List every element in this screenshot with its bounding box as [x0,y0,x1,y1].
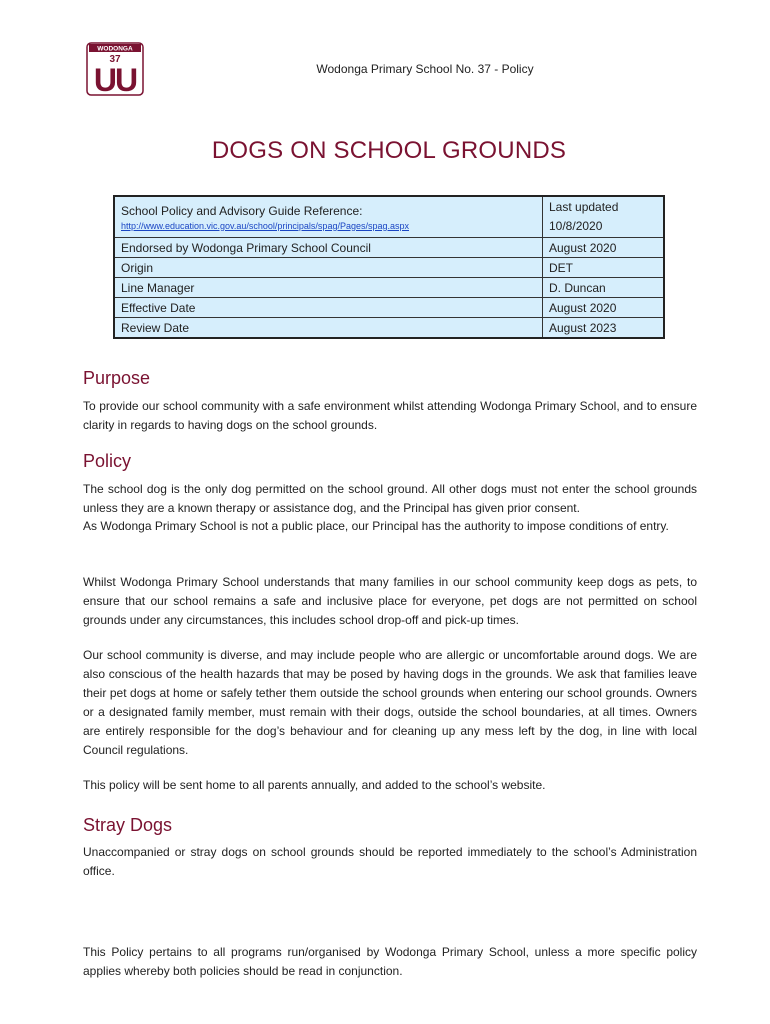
spag-link[interactable]: http://www.education.vic.gov.au/school/principals/spag/Pages/spag.aspx [121,220,409,231]
table-row [114,196,664,238]
logo-number-text: 37 [109,54,121,65]
footer-text: This Policy pertains to all programs run/organised by Wodonga Primary School, unless a more specific policy applies whereby both policies should be read in conjunction. [83,945,697,978]
stray-dogs-text: Unaccompanied or stray dogs on school grounds should be reported immediately to the school’s Administration office. [83,845,697,878]
row-label: Endorsed by Wodonga Primary School Council [114,238,543,258]
row-label: Effective Date [114,298,543,318]
row-value: August 2023 [543,318,665,339]
row-label: Line Manager [114,278,543,298]
policy-heading: Policy [83,451,132,471]
table-row [114,318,664,339]
row-label: Review Date [114,318,543,339]
policy-paragraph-1: The school dog is the only dog permitted on the school ground. All other dogs must not enter the school grounds unless they are a known therapy or assistance dog, and the Principal has given prior consent. [83,482,697,515]
last-updated-label: Last updated [549,200,619,214]
row-value: DET [543,258,665,278]
policy-paragraph-1b: As Wodonga Primary School is not a public place, our Principal has the authority to impose conditions of entry. [83,519,669,533]
policy-paragraph-4: This policy will be sent home to all parents annually, and added to the school’s website. [83,778,546,792]
logo-title-text: WODONGA [97,45,133,53]
reference-label: School Policy and Advisory Guide Reference: [121,203,363,218]
logo-letters-text: UU [93,62,137,96]
table-row [114,278,664,298]
row-label: Origin [114,258,543,278]
table-row [114,238,664,258]
policy-paragraph-2: Whilst Wodonga Primary School understands that many families in our school community keep dogs as pets, to ensure that our school remains a safe and inclusive place for everyone, pet dogs are not permitted on school grounds under any circumstances, this includes school drop-off and pick-up times. [83,575,697,627]
last-updated-value: 10/8/2020 [549,219,603,233]
purpose-text: To provide our school community with a safe environment whilst attending Wodonga Primary School, and to ensure clarity in regards to having dogs on the school grounds. [83,399,697,432]
reference-table [113,195,665,339]
row-value: D. Duncan [543,278,665,298]
purpose-heading: Purpose [83,368,151,388]
row-value: August 2020 [543,238,665,258]
table-row [114,298,664,318]
table-row [114,258,664,278]
stray-dogs-heading: Stray Dogs [83,815,173,835]
page-title: DOGS ON SCHOOL GROUNDS [211,137,567,164]
header-school-policy: Wodonga Primary School No. 37 - Policy [316,62,534,76]
row-value: August 2020 [543,298,665,318]
policy-paragraph-3: Our school community is diverse, and may include people who are allergic or uncomfortable around dogs. We are also conscious of the health hazards that may be posed by having dogs in the grounds. We ask that families leave their pet dogs at home or safely tether them outside the school grounds when entering our school grounds. Owners or a designated family member, must remain with their dogs, outside the school boundaries, at all times. Owners are entirely responsible for the dog’s behaviour and for cleaning up any mess left by the dog, in line with local Council regulations. [83,648,697,757]
